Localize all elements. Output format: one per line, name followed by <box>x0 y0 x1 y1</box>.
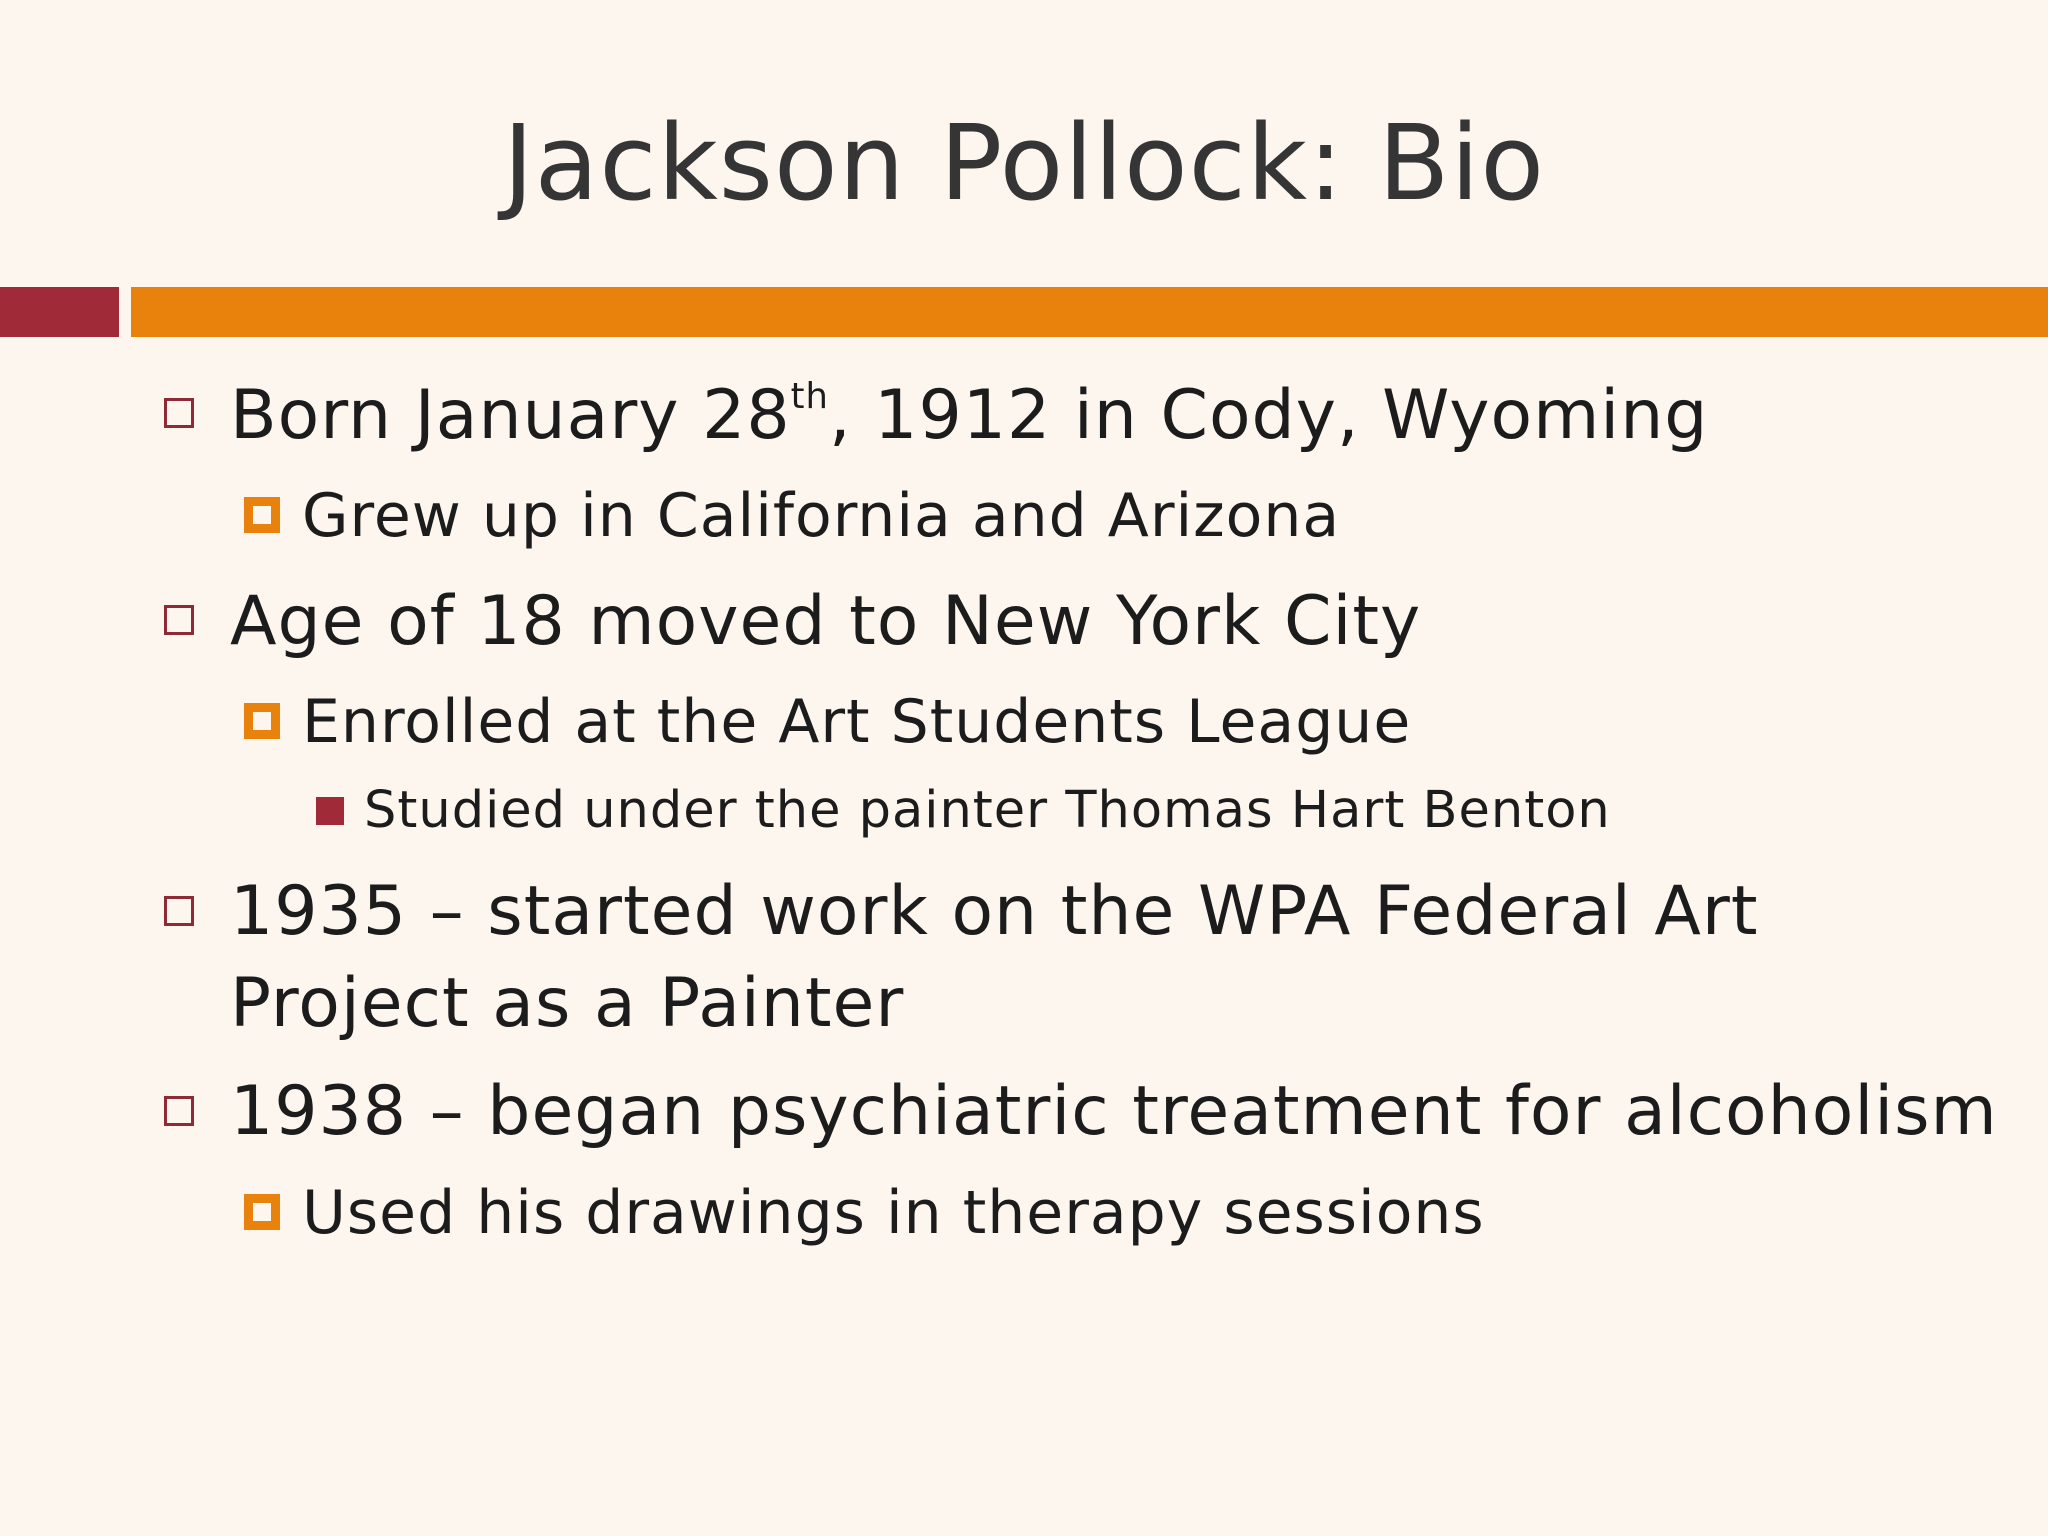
bullet-1935-line2: Project as a Painter <box>230 964 905 1043</box>
sub-bullet-enrolled: Enrolled at the Art Students League <box>302 687 1412 757</box>
sub-sub-bullet-studied: Studied under the painter Thomas Hart Benton <box>364 781 1611 840</box>
bullet-born <box>230 370 1708 473</box>
bullet-marker-level2 <box>244 703 280 739</box>
title-accent-bar-orange <box>131 287 2048 337</box>
bullet-marker-level3 <box>316 797 344 825</box>
bullet-marker-level1 <box>164 605 194 635</box>
bullet-born-superscript: th <box>790 375 829 417</box>
sub-bullet-drawings-therapy: Used his drawings in therapy sessions <box>302 1178 1485 1248</box>
title-accent-bar-red <box>0 287 119 337</box>
bullet-marker-level2 <box>244 1194 280 1230</box>
slide-title: Jackson Pollock: Bio <box>502 102 1546 224</box>
bullet-born-text-pre: Born January 28 <box>230 376 791 455</box>
bullet-age-18: Age of 18 moved to New York City <box>230 582 1422 661</box>
bullet-1935 <box>230 866 1759 1050</box>
bullet-marker-level2 <box>244 497 280 533</box>
sub-bullet-grew-up: Grew up in California and Arizona <box>302 481 1341 551</box>
bullet-1935-line1: 1935 – started work on the WPA Federal Art <box>230 872 1759 951</box>
bullet-marker-level1 <box>164 398 194 428</box>
bullet-marker-level1 <box>164 896 194 926</box>
bullet-marker-level1 <box>164 1096 194 1126</box>
bullet-1938: 1938 – began psychiatric treatment for alcoholism <box>230 1072 1998 1151</box>
bullet-born-text-post: , 1912 in Cody, Wyoming <box>828 376 1709 455</box>
